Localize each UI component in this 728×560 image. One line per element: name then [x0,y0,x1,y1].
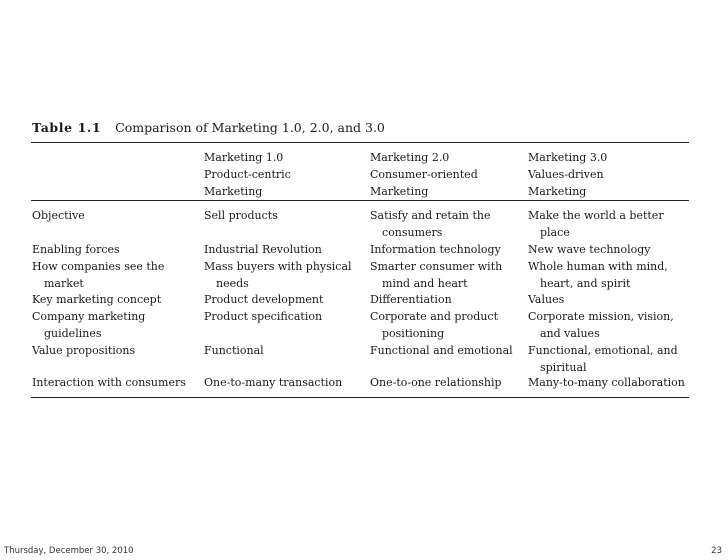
cell-line: Whole human with mind, [528,260,668,273]
cell-line: Key marketing concept [32,293,162,306]
table-cell-c3 [528,241,651,258]
table-cell-c3 [528,374,685,391]
table-cell-c0 [32,342,135,359]
header-rule [31,200,689,201]
cell-line: Values [528,293,565,306]
table-cell-c2 [370,342,513,359]
table-cell-c1 [204,207,278,224]
page-number: 23 [711,546,722,556]
cell-line: Differentiation [370,293,452,306]
table-cell-c0 [32,241,120,258]
cell-line: How companies see the [32,260,165,273]
cell-line: Functional [204,344,264,357]
cell-line: Enabling forces [32,243,120,256]
header-line: Marketing [528,185,587,198]
table-bottom-rule [31,397,689,398]
cell-line: Sell products [204,209,278,222]
header-line: Consumer-oriented [370,168,478,181]
table-cell-c3 [528,258,668,292]
table-cell-c0 [32,291,161,308]
table-cell-c0 [32,374,186,391]
cell-line: One-to-many transaction [204,376,343,389]
cell-line: Product development [204,293,324,306]
cell-line: needs [216,277,249,290]
cell-line: Mass buyers with physical [204,260,352,273]
header-line: Marketing [370,185,429,198]
table-cell-c0 [32,207,85,224]
cell-line: Functional, emotional, and [528,344,678,357]
header-cell-marketing-1 [204,149,291,200]
cell-line: Objective [32,209,85,222]
table-cell-c2 [370,374,502,391]
table-cell-c2 [370,308,498,342]
table-cell-c2 [370,291,452,308]
cell-line: Value propositions [32,344,136,357]
header-line: Marketing 1.0 [204,151,284,164]
cell-line: consumers [382,226,443,239]
header-line: Values-driven [528,168,604,181]
table-cell-c2 [370,207,491,241]
cell-line: Many-to-many collaboration [528,376,685,389]
header-line: Marketing 3.0 [528,151,608,164]
cell-line: One-to-one relationship [370,376,502,389]
cell-line: Product specification [204,310,323,323]
cell-line: Corporate mission, vision, [528,310,674,323]
cell-line: Functional and emotional [370,344,513,357]
table-cell-c2 [370,258,502,292]
table-cell-c1 [204,291,323,308]
cell-line: Make the world a better [528,209,664,222]
table-cell-c0 [32,258,164,292]
cell-line: guidelines [44,327,102,340]
table-cell-c0 [32,308,145,342]
table-cell-c1 [204,342,264,359]
cell-line: and values [540,327,600,340]
cell-line: mind and heart [382,277,468,290]
cell-line: Corporate and product [370,310,499,323]
cell-line: spiritual [540,361,587,374]
cell-line: place [540,226,570,239]
cell-line: Company marketing [32,310,146,323]
header-line: Marketing 2.0 [370,151,450,164]
header-line: Marketing [204,185,263,198]
cell-line: Industrial Revolution [204,243,322,256]
table-cell-c1 [204,374,342,391]
cell-line: Satisfy and retain the [370,209,491,222]
table-cell-c1 [204,258,352,292]
table-cell-c3 [528,342,678,376]
table-cell-c3 [528,308,674,342]
table-cell-c1 [204,308,322,325]
table-cell-c3 [528,291,564,308]
table-top-rule [31,142,689,143]
table-caption [32,120,385,135]
header-cell-marketing-2 [370,149,478,200]
cell-line: Smarter consumer with [370,260,503,273]
table-label: Table 1.1 [32,120,102,135]
cell-line: Information technology [370,243,501,256]
cell-line: Interaction with consumers [32,376,186,389]
table-title: Comparison of Marketing 1.0, 2.0, and 3.0 [115,120,385,135]
cell-line: heart, and spirit [540,277,631,290]
cell-line: positioning [382,327,445,340]
cell-line: New wave technology [528,243,651,256]
header-line: Product-centric [204,168,291,181]
footer-date: Thursday, December 30, 2010 [4,546,134,556]
table-cell-c3 [528,207,664,241]
table-cell-c1 [204,241,322,258]
header-cell-marketing-3 [528,149,607,200]
cell-line: market [44,277,84,290]
table-cell-c2 [370,241,501,258]
